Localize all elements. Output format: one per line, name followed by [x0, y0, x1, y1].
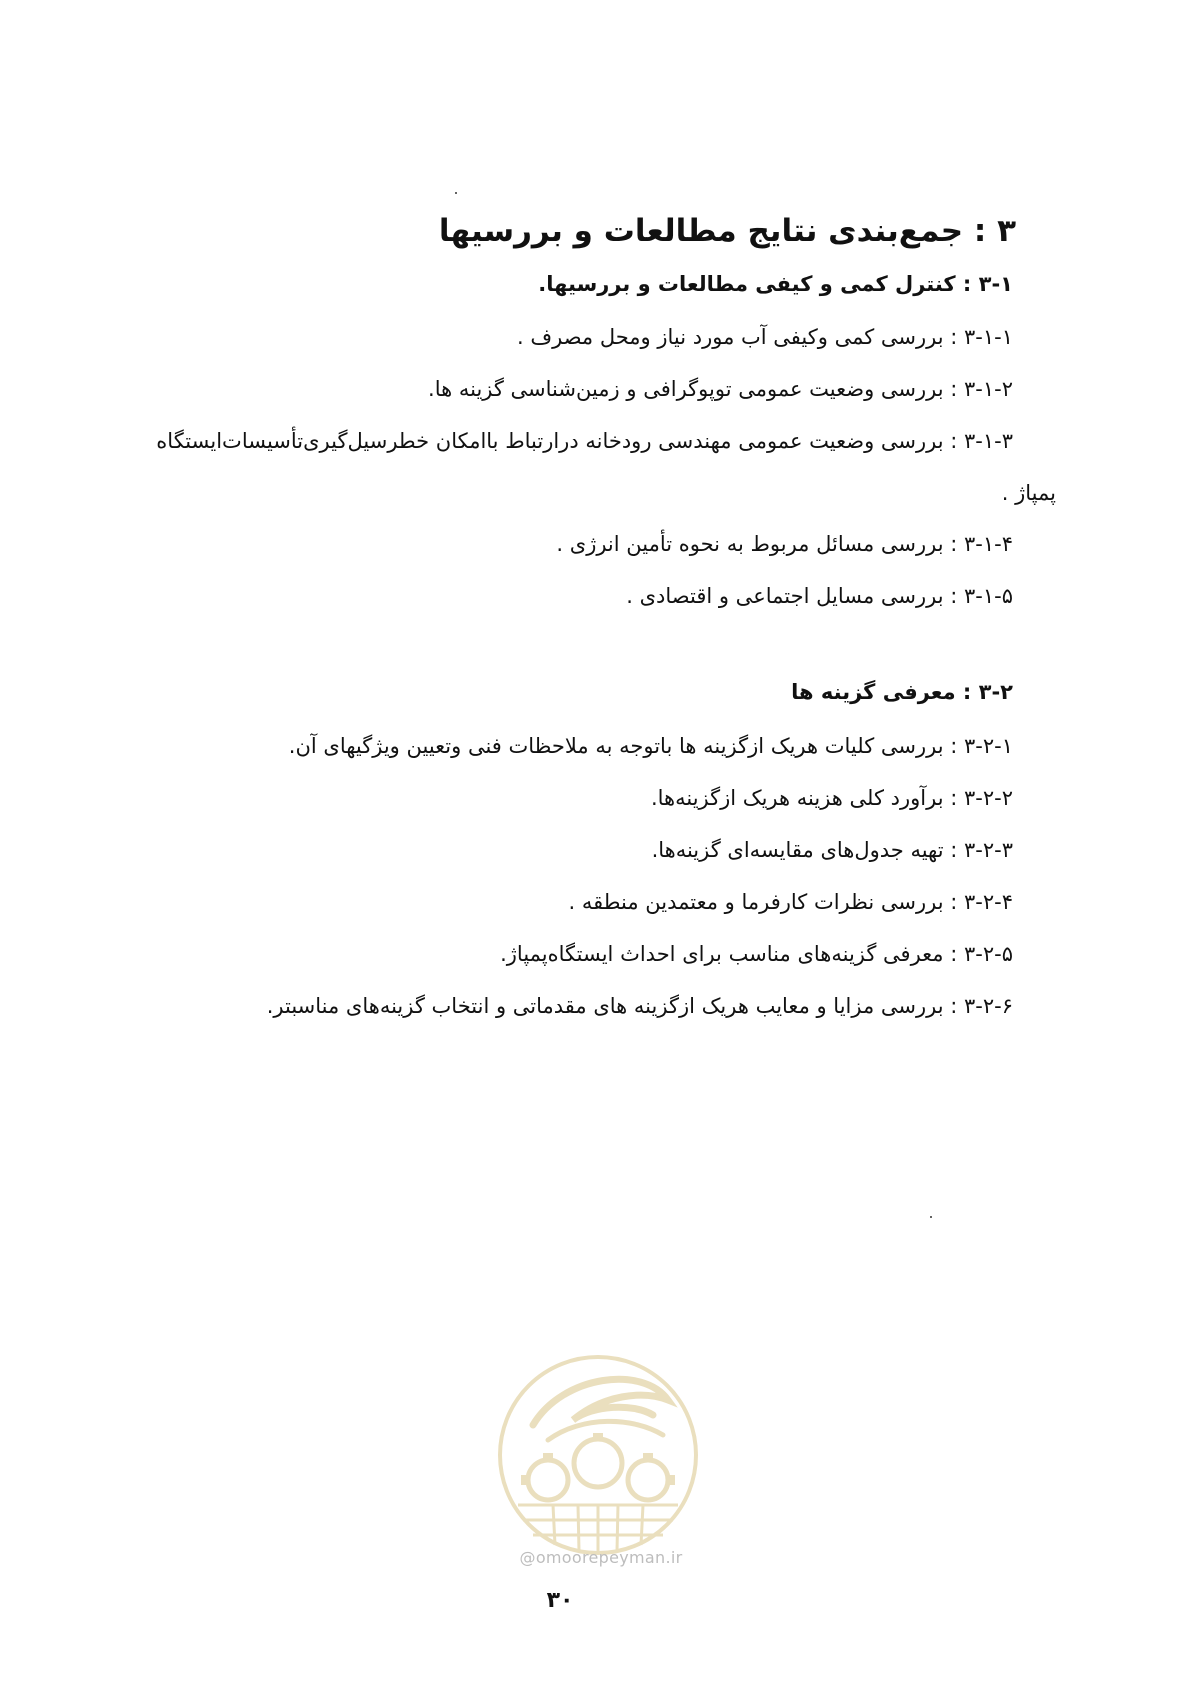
list-item: ۳-۲-۱ : بررسی کلیات هریک ازگزینه ها باتوجه به ملاحظات فنی وتعیین ویژگیهای آن.: [288, 734, 1013, 758]
list-item: ۳-۲-۵ : معرفی گزینه‌های مناسب برای احداث ایستگاه‌پمپاژ.: [500, 942, 1013, 966]
subsection-title: ۳-۱ : کنترل کمی و کیفی مطالعات و بررسیها.: [538, 272, 1013, 296]
list-item: ۳-۲-۲ : برآورد کلی هزینه هریک ازگزینه‌ها.: [650, 786, 1013, 810]
list-item: ۳-۱-۱ : بررسی کمی وکیفی آب مورد نیاز ومحل مصرف .: [517, 325, 1013, 349]
list-item: ۳-۱-۲ : بررسی وضعیت عمومی توپوگرافی و زمین‌شناسی گزینه ها.: [428, 377, 1013, 401]
watermark-logo: [493, 1345, 703, 1560]
list-item: ۳-۱-۴ : بررسی مسائل مربوط به نحوه تأمین انرژی .: [556, 532, 1013, 556]
list-item: ۳-۱-۵ : بررسی مسایل اجتماعی و اقتصادی .: [626, 584, 1013, 608]
subsection-title: ۳-۲ : معرفی گزینه ها: [791, 680, 1013, 704]
list-item: ۳-۲-۶ : بررسی مزایا و معایب هریک ازگزینه های مقدماتی و انتخاب گزینه‌های مناسبتر.: [266, 994, 1013, 1018]
scan-speck: [455, 192, 457, 194]
scan-speck: [930, 1216, 932, 1218]
watermark-url: @omoorepeyman.ir: [519, 1548, 683, 1567]
page-number: ۳۰: [546, 1588, 574, 1613]
list-item: ۳-۲-۴ : بررسی نظرات کارفرما و معتمدین منطقه .: [568, 890, 1013, 914]
list-item-continuation: پمپاژ .: [1001, 481, 1056, 505]
list-item: ۳-۱-۳ : بررسی وضعیت عمومی مهندسی رودخانه درارتباط باامکان خطرسیل‌گیری‌تأسیسات‌ایستگاه: [156, 429, 1013, 453]
list-item: ۳-۲-۳ : تهیه جدول‌های مقایسه‌ای گزینه‌ها.: [651, 838, 1013, 862]
section-title: ۳ : جمع‌بندی نتایج مطالعات و بررسیها: [438, 213, 1016, 249]
